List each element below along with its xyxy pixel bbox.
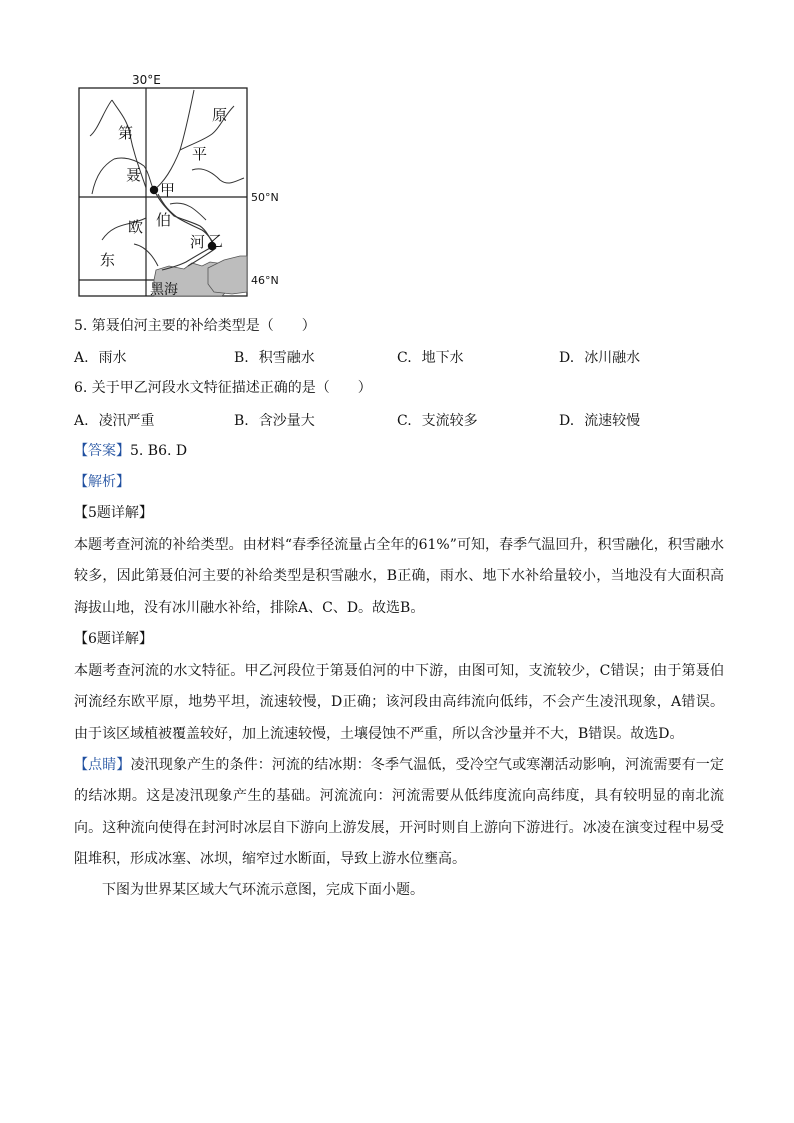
answer-line: [74, 441, 187, 461]
option-text: 积雪融水: [258, 350, 315, 366]
tip-label: 【点睛】: [74, 757, 131, 773]
label-ping: 平: [192, 145, 208, 163]
label-ou: 欧: [128, 218, 144, 236]
q6-options: [74, 410, 724, 430]
option-text: 支流较多: [421, 413, 478, 429]
next-intro: 下图为世界某区域大气环流示意图，完成下面小题。: [102, 882, 424, 898]
option-key: C.: [397, 350, 412, 366]
lat-46-label: 46°N: [251, 274, 279, 287]
label-di: 第: [118, 124, 134, 142]
option-key: C.: [397, 413, 412, 429]
river-northeast: [154, 90, 194, 190]
option-key: B.: [234, 350, 249, 366]
river-east: [192, 169, 244, 183]
lon-label: 30°E: [132, 73, 161, 87]
q5-options: [74, 347, 724, 367]
map-figure: [74, 70, 289, 302]
option-text: 雨水: [98, 350, 127, 366]
label-bo: 伯: [156, 211, 172, 229]
q5-stem: 5. 第聂伯河主要的补给类型是（ ）: [74, 318, 316, 334]
q6-option-d: [559, 410, 640, 430]
label-jia: 甲: [160, 181, 176, 199]
lat-50-label: 50°N: [251, 191, 279, 204]
option-key: A.: [74, 350, 89, 366]
detail6-text: 本题考查河流的水文特征。甲乙河段位于第聂伯河的中下游，由图可知，支流较少，C错误；由于第聂伯河流经东欧平原，地势平坦，流速较慢，D正确；该河段由高纬流向低纬，不会产生凌汛现象，A错误。由于该区域植被覆盖较好，加上流速较慢，土壤侵蚀不严重，所以含沙量并不大，B错误。故选D。: [74, 663, 724, 742]
q6-stem: 6. 关于甲乙河段水文特征描述正确的是（ ）: [74, 380, 372, 396]
q5-option-d: [559, 347, 640, 367]
dnieper-map: [74, 70, 289, 302]
tip-text: 凌汛现象产生的条件：河流的结冰期：冬季气温低，受冷空气或寒潮活动影响，河流需要有一定的结冰期。这是凌汛现象产生的基础。河流流向：河流需要从低纬度流向高纬度，具有较明显的南北流向。这种流向使得在封河时冰层自下游向上游发展，开河时则自上游向下游进行。冰凌在演变过程中易受阻堆积，形成冰塞、冰坝，缩窄过水断面，导致上游水位壅高。: [74, 757, 725, 868]
answer-value: 5. B6. D: [130, 443, 188, 459]
option-key: D.: [559, 413, 575, 429]
q5-option-b: [234, 347, 315, 367]
river-east-lower: [170, 203, 206, 220]
label-yuan: 原: [212, 106, 228, 124]
sea-east-area: [208, 256, 247, 294]
answer-label: 【答案】: [74, 443, 130, 459]
label-nie: 聂: [126, 166, 142, 184]
option-text: 凌汛严重: [98, 413, 155, 429]
label-yi: 乙: [208, 232, 224, 250]
detail5-text: 本题考查河流的补给类型。由材料“春季径流量占全年的61%”可知，春季气温回升，积雪融化，积雪融水较多，因此第聂伯河主要的补给类型是积雪融水，B正确，雨水、地下水补给量较小，当地没有大面积高海拔山地，没有冰川融水补给，排除A、C、D。故选B。: [74, 537, 724, 616]
detail5-label: 【5题详解】: [74, 505, 153, 521]
q5-option-a: [74, 347, 127, 367]
option-text: 冰川融水: [584, 350, 641, 366]
option-key: A.: [74, 413, 89, 429]
point-jia-dot: [150, 186, 158, 194]
label-he: 河: [190, 233, 206, 251]
tip-block: [74, 750, 724, 876]
q5-option-c: [397, 347, 464, 367]
detail6-label: 【6题详解】: [74, 631, 153, 647]
analysis-label: 【解析】: [74, 474, 130, 490]
option-key: D.: [559, 350, 575, 366]
option-text: 流速较慢: [584, 413, 641, 429]
label-black-sea: 黑海: [150, 282, 178, 298]
option-text: 地下水: [421, 350, 464, 366]
label-dong: 东: [100, 251, 116, 269]
q6-option-b: [234, 410, 315, 430]
option-text: 含沙量大: [258, 413, 315, 429]
q6-option-c: [397, 410, 478, 430]
river-nw: [90, 100, 112, 136]
option-key: B.: [234, 413, 249, 429]
river-west: [92, 159, 114, 194]
q6-option-a: [74, 410, 155, 430]
